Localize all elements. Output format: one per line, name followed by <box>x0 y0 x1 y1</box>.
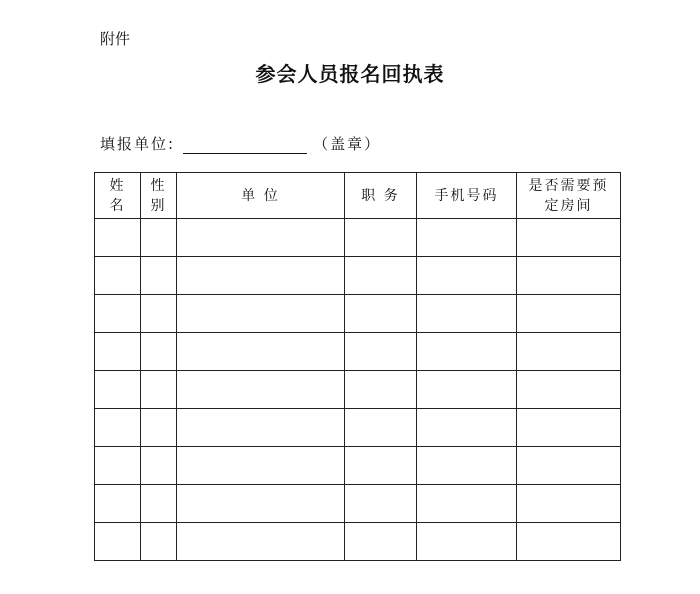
table-cell <box>417 333 517 371</box>
table-row <box>95 371 621 409</box>
table-cell <box>517 447 621 485</box>
table-cell <box>95 447 141 485</box>
table-cell <box>177 409 345 447</box>
table-cell <box>417 447 517 485</box>
table-cell <box>141 295 177 333</box>
table-cell <box>345 485 417 523</box>
table-cell <box>517 485 621 523</box>
table-row <box>95 295 621 333</box>
header-room: 是否需要预 定房间 <box>517 173 621 219</box>
table-row <box>95 523 621 561</box>
table-cell <box>141 523 177 561</box>
attachment-label: 附件 <box>100 30 131 48</box>
table-row <box>95 447 621 485</box>
table-cell <box>95 371 141 409</box>
table-cell <box>95 485 141 523</box>
table-cell <box>95 257 141 295</box>
table-cell <box>141 333 177 371</box>
table-cell <box>95 409 141 447</box>
table-cell <box>95 219 141 257</box>
table-cell <box>517 409 621 447</box>
table-cell <box>141 371 177 409</box>
table-row <box>95 333 621 371</box>
table-cell <box>417 371 517 409</box>
table-cell <box>95 333 141 371</box>
unit-blank-line <box>183 137 307 154</box>
table-cell <box>141 485 177 523</box>
table-cell <box>177 257 345 295</box>
table-cell <box>345 409 417 447</box>
fill-unit-row <box>100 133 381 154</box>
table-cell <box>177 485 345 523</box>
table-cell <box>177 333 345 371</box>
registration-table <box>94 172 621 561</box>
table-cell <box>95 523 141 561</box>
table-cell <box>177 371 345 409</box>
table-cell <box>345 333 417 371</box>
table-cell <box>517 295 621 333</box>
table-cell <box>345 219 417 257</box>
table-cell <box>345 295 417 333</box>
table-cell <box>417 219 517 257</box>
table-cell <box>417 295 517 333</box>
table-row <box>95 409 621 447</box>
table-cell <box>345 523 417 561</box>
unit-label: 填报单位: <box>100 135 176 153</box>
table-cell <box>517 523 621 561</box>
table-cell <box>345 447 417 485</box>
table-cell <box>417 409 517 447</box>
table-cell <box>177 295 345 333</box>
table-cell <box>417 485 517 523</box>
table-header-row <box>95 173 621 219</box>
header-phone: 手机号码 <box>417 173 517 219</box>
table-cell <box>417 523 517 561</box>
table-cell <box>517 371 621 409</box>
table-row <box>95 485 621 523</box>
header-gender: 性 别 <box>141 173 177 219</box>
table-cell <box>517 219 621 257</box>
table-cell <box>141 447 177 485</box>
table-cell <box>177 219 345 257</box>
table-cell <box>141 409 177 447</box>
table-cell <box>177 523 345 561</box>
header-position: 职 务 <box>345 173 417 219</box>
table-cell <box>517 257 621 295</box>
table-cell <box>177 447 345 485</box>
page-title: 参会人员报名回执表 <box>255 62 445 86</box>
table-cell <box>141 257 177 295</box>
table-cell <box>345 371 417 409</box>
table-row <box>95 257 621 295</box>
table-cell <box>417 257 517 295</box>
header-unit: 单 位 <box>177 173 345 219</box>
header-name: 姓 名 <box>95 173 141 219</box>
seal-label: （盖章） <box>313 135 382 153</box>
table-body <box>95 219 621 561</box>
table-cell <box>345 257 417 295</box>
table-cell <box>141 219 177 257</box>
table-cell <box>517 333 621 371</box>
table-row <box>95 219 621 257</box>
table-cell <box>95 295 141 333</box>
